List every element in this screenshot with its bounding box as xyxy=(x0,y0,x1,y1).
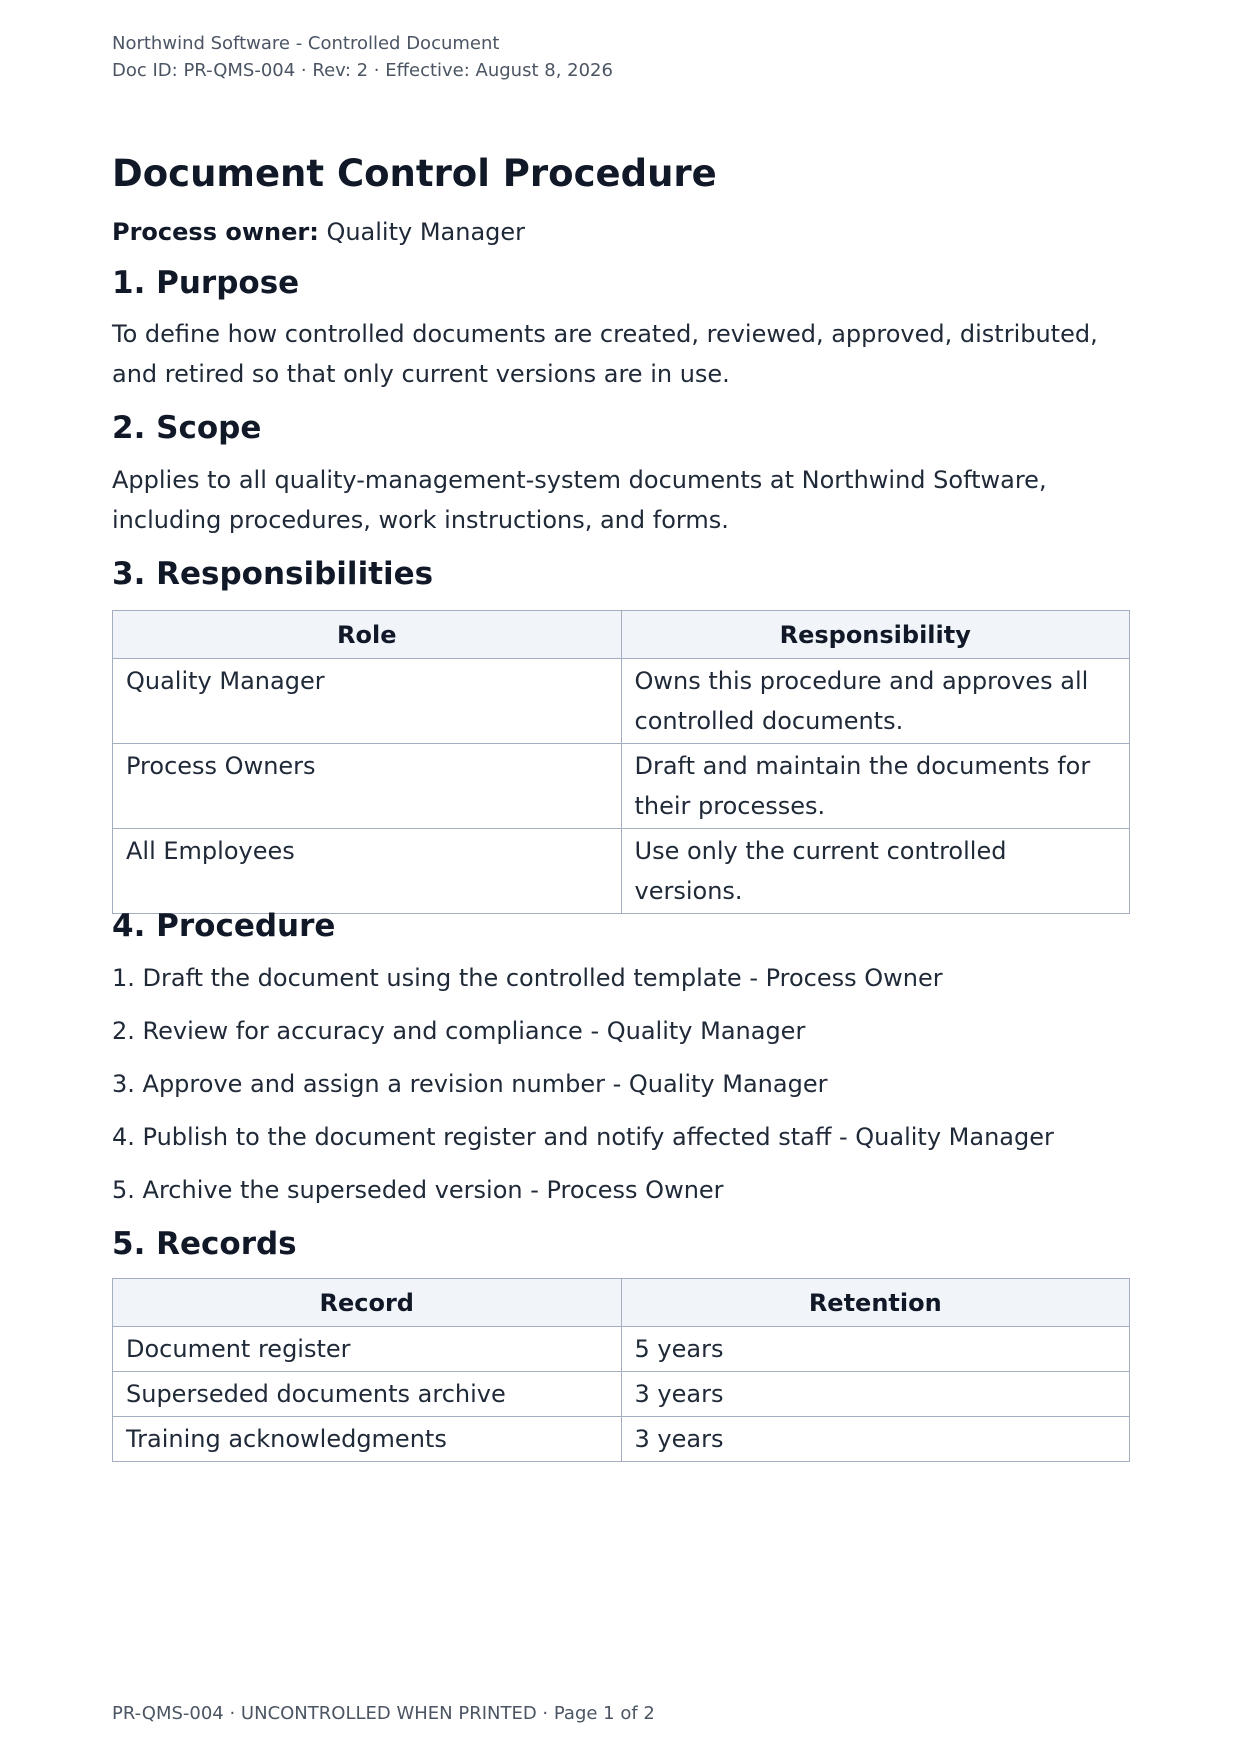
process-owner-label: Process owner: xyxy=(112,218,319,246)
record-cell: Document register xyxy=(113,1327,622,1372)
list-item: 3. Approve and assign a revision number - Quality Manager xyxy=(112,1070,828,1098)
list-item: 1. Draft the document using the controlled template - Process Owner xyxy=(112,964,943,992)
header-doc-id-line: Doc ID: PR-QMS-004 · Rev: 2 · Effective: August 8, 2026 xyxy=(112,60,613,81)
scope-text: Applies to all quality-management-system documents at Northwind Software, including procedures, work instructions, and forms. xyxy=(112,466,1047,534)
table-row xyxy=(113,1372,1130,1417)
page-title: Document Control Procedure xyxy=(112,152,717,195)
role-cell: Quality Manager xyxy=(113,659,622,744)
purpose-text: To define how controlled documents are created, reviewed, approved, distributed, and retired so that only current versions are in use. xyxy=(112,320,1098,388)
table-row xyxy=(113,744,1130,829)
procedure-steps xyxy=(112,958,1054,1223)
table-header-row xyxy=(113,611,1130,659)
list-item: 2. Review for accuracy and compliance - Quality Manager xyxy=(112,1017,806,1045)
role-cell: Process Owners xyxy=(113,744,622,829)
scope-heading: 2. Scope xyxy=(112,410,262,446)
process-owner-value: Quality Manager xyxy=(326,218,526,246)
role-cell: All Employees xyxy=(113,829,622,914)
column-header-role: Role xyxy=(113,611,622,659)
responsibility-cell: Draft and maintain the documents for their processes. xyxy=(621,744,1130,829)
procedure-heading: 4. Procedure xyxy=(112,908,336,944)
column-header-responsibility: Responsibility xyxy=(621,611,1130,659)
retention-cell: 3 years xyxy=(621,1417,1130,1462)
process-owner xyxy=(112,216,525,248)
records-heading: 5. Records xyxy=(112,1226,297,1262)
table-row xyxy=(113,659,1130,744)
record-cell: Superseded documents archive xyxy=(113,1372,622,1417)
responsibility-cell: Use only the current controlled versions. xyxy=(621,829,1130,914)
table-row xyxy=(113,829,1130,914)
record-cell: Training acknowledgments xyxy=(113,1417,622,1462)
responsibilities-heading: 3. Responsibilities xyxy=(112,556,434,592)
document-page xyxy=(112,0,1130,1754)
table-row xyxy=(113,1327,1130,1372)
list-item: 5. Archive the superseded version - Process Owner xyxy=(112,1176,724,1204)
page-footer: PR-QMS-004 · UNCONTROLLED WHEN PRINTED · Page 1 of 2 xyxy=(112,1703,655,1724)
column-header-retention: Retention xyxy=(621,1279,1130,1327)
retention-cell: 3 years xyxy=(621,1372,1130,1417)
purpose-heading: 1. Purpose xyxy=(112,265,300,301)
retention-cell: 5 years xyxy=(621,1327,1130,1372)
records-table xyxy=(112,1278,1130,1462)
responsibilities-table xyxy=(112,610,1130,914)
table-row xyxy=(113,1417,1130,1462)
column-header-record: Record xyxy=(113,1279,622,1327)
responsibility-cell: Owns this procedure and approves all controlled documents. xyxy=(621,659,1130,744)
header-company-line: Northwind Software - Controlled Document xyxy=(112,33,500,54)
table-header-row xyxy=(113,1279,1130,1327)
document-header xyxy=(112,30,613,84)
list-item: 4. Publish to the document register and notify affected staff - Quality Manager xyxy=(112,1123,1054,1151)
